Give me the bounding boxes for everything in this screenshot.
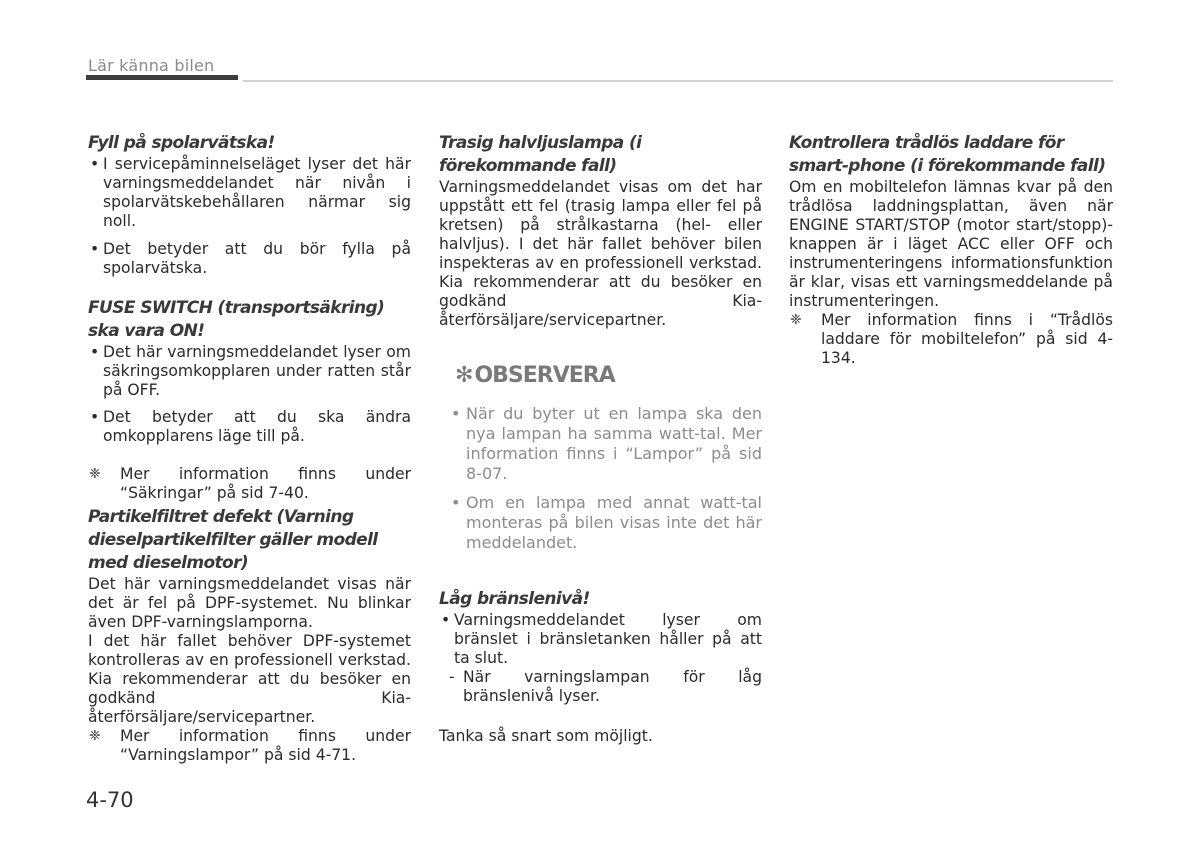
- dpf-paragraph-2: I det här fallet behöver DPF-systemet kontrolleras av en professionell verkstad. Kia rekommenderar att du besöker en godkänd Kia-återförsäljare/servicepartner.: [88, 632, 411, 726]
- wireless-charger-note-text: Mer information finns i “Trådlös laddare för mobiltelefon” på sid 4-134.: [821, 311, 1113, 367]
- fuse-note-text: Mer information finns under “Säkringar” på sid 7-40.: [120, 465, 411, 502]
- wireless-charger-heading: [789, 132, 1113, 178]
- wireless-charger-heading-line-2: smart-phone (i förekommande fall): [789, 156, 1106, 176]
- dpf-note-text: Mer information finns under “Varningslampor” på sid 4-71.: [120, 727, 411, 764]
- low-beam-paragraph: Varningsmeddelandet visas om det har uppstått ett fel (trasig lampa eller fel på kretsen) på strålkastarna (hel- eller halvljus). I det här fallet behöver bilen inspekteras av en professionell verkstad. Kia rekommenderar att du besöker en godkänd Kia-återförsäljare/servicepartner.: [439, 178, 762, 329]
- dpf-heading-line-1: Partikelfiltret defekt (Varning: [88, 507, 354, 527]
- observera-bullet-1: • När du byter ut en lampa ska den nya lampan ha samma watt-tal. Mer information finns i “Lampor” på sid 8-07.: [439, 404, 762, 484]
- note-symbol-icon: ❈: [89, 466, 101, 482]
- dpf-heading-line-3: med dieselmotor): [88, 553, 249, 573]
- left-column: [88, 132, 411, 765]
- observera-bullet-2: • Om en lampa med annat watt-tal monteras på bilen visas inte det här meddelandet.: [439, 493, 762, 553]
- fuse-switch-bullet-2: • Det betyder att du ska ändra omkopplarens läge till på.: [88, 408, 411, 446]
- header-rule-light: [243, 80, 1113, 82]
- low-fuel-paragraph: Tanka så snart som möjligt.: [439, 727, 653, 745]
- low-beam-heading-line-2: förekommande fall): [439, 156, 617, 176]
- observera-heading: [455, 363, 762, 388]
- dpf-heading-line-2: dieselpartikelfilter gäller modell: [88, 530, 378, 550]
- section-title: Lär känna bilen: [88, 56, 215, 75]
- right-column: [789, 132, 1113, 368]
- low-fuel-heading: Låg bränslenivå!: [439, 589, 590, 609]
- fuse-switch-heading-line-2: ska vara ON!: [88, 321, 205, 341]
- dpf-note: [88, 727, 411, 765]
- low-fuel-dash-item: - När varningslampan för låg bränslenivå lyser.: [439, 668, 762, 706]
- note-symbol-icon: ❈: [89, 728, 101, 744]
- low-fuel-bullet: • Varningsmeddelandet lyser om bränslet i bränsletanken håller på att ta slut.: [439, 611, 762, 668]
- observera-title: OBSERVERA: [474, 363, 615, 388]
- fuse-switch-heading-line-1: FUSE SWITCH (transportsäkring): [88, 298, 385, 318]
- asterisk-icon: ✻: [455, 363, 473, 388]
- dpf-heading: [88, 506, 411, 575]
- note-symbol-icon: ❈: [790, 312, 802, 328]
- washer-fluid-bullet-1: • I servicepåminnelseläget lyser det här varningsmeddelandet när nivån i spolarvätskebehållaren närmar sig noll.: [88, 155, 411, 231]
- observera-box: [439, 363, 762, 553]
- washer-fluid-bullet-2: • Det betyder att du bör fylla på spolarvätska.: [88, 240, 411, 278]
- middle-column: [439, 132, 762, 746]
- wireless-charger-note: [789, 311, 1113, 368]
- washer-fluid-heading: Fyll på spolarvätska!: [88, 133, 275, 153]
- wireless-charger-paragraph: Om en mobiltelefon lämnas kvar på den trådlösa laddningsplattan, även när ENGINE START/STOP (motor start/stopp)-knappen är i läget ACC eller OFF och instrumenteringens informationsfunktion är klar, visas ett varningsmeddelande på instrumenteringen.: [789, 178, 1113, 310]
- dpf-paragraph-1: Det här varningsmeddelandet visas när det är fel på DPF-systemet. Nu blinkar även DPF-varningslamporna.: [88, 575, 411, 631]
- fuse-switch-bullet-1: • Det här varningsmeddelandet lyser om säkringsomkopplaren under ratten står på OFF.: [88, 343, 411, 400]
- header-rule-dark: [86, 75, 238, 80]
- wireless-charger-heading-line-1: Kontrollera trådlös laddare för: [789, 133, 1064, 153]
- page-number: 4-70: [86, 788, 134, 812]
- low-beam-heading: [439, 132, 762, 178]
- fuse-note: [88, 465, 411, 503]
- low-beam-heading-line-1: Trasig halvljuslampa (i: [439, 133, 642, 153]
- fuse-switch-heading: [88, 297, 411, 343]
